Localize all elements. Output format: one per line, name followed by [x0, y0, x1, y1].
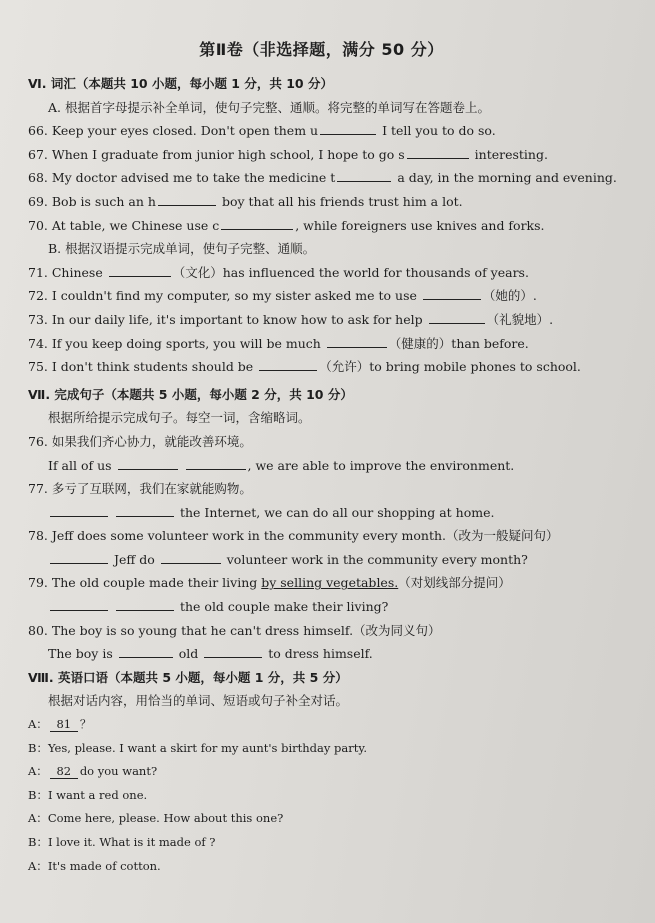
question-75: 75. I don't think students should be （允许）to bring mobile phones to school.: [28, 355, 615, 379]
part-b-instruction: B. 根据汉语提示完成单词，使句子完整、通顺。: [48, 241, 316, 257]
question-69: 69. Bob is such an h boy that all his friends trust him a lot.: [28, 190, 615, 214]
dialog-line-4: B：I want a red one.: [28, 787, 148, 802]
answer-blank-76b[interactable]: [186, 455, 246, 470]
question-73: 73. In our daily life, it's important to know how to ask for help （礼貌地）.: [28, 308, 615, 332]
answer-blank-78b[interactable]: [161, 549, 221, 564]
answer-blank-82[interactable]: 82: [50, 764, 78, 779]
answer-blank-75[interactable]: [259, 356, 317, 371]
answer-blank-81[interactable]: 81: [50, 717, 78, 732]
vocabulary-header: Ⅵ. 词汇（本题共 10 小题，每小题 1 分，共 10 分）: [28, 76, 333, 91]
underlined-phrase: by selling vegetables.: [261, 575, 399, 591]
answer-blank-73[interactable]: [429, 309, 485, 324]
question-76-chinese: 76. 如果我们齐心协力，就能改善环境。: [28, 433, 252, 449]
answer-blank-79b[interactable]: [116, 596, 174, 611]
answer-blank-67[interactable]: [407, 144, 469, 159]
dialog-line-1: A： 81 ？: [28, 717, 92, 732]
dialog-line-7: A：It's made of cotton.: [28, 858, 161, 873]
question-77: the Internet, we can do all our shopping at home.: [28, 501, 615, 525]
question-76: If all of us , we are able to improve the environment.: [28, 454, 615, 478]
question-79-sentence: 79. The old couple made their living by selling vegetables.（对划线部分提问）: [28, 575, 511, 591]
answer-blank-80a[interactable]: [119, 643, 173, 658]
dialog-line-6: B：I love it. What is it made of ?: [28, 835, 216, 849]
section-title: 第Ⅱ卷（非选择题，满分 50 分）: [199, 40, 444, 59]
question-67: 67. When I graduate from junior high school, I hope to go s interesting.: [28, 143, 615, 167]
question-66: 66. Keep your eyes closed. Don't open them u I tell you to do so.: [28, 119, 615, 143]
answer-blank-72[interactable]: [423, 285, 481, 300]
question-78: Jeff do volunteer work in the community every month?: [28, 548, 615, 572]
dialog-line-3: A： 82 do you want?: [28, 764, 158, 779]
oral-english-header: Ⅷ. 英语口语（本题共 5 小题，每小题 1 分，共 5 分）: [28, 669, 348, 685]
question-80: The boy is old to dress himself.: [28, 642, 615, 666]
question-77-chinese: 77. 多亏了互联网，我们在家就能购物。: [28, 481, 252, 497]
answer-blank-77b[interactable]: [116, 502, 174, 517]
question-72: 72. I couldn't find my computer, so my sister asked me to use （她的）.: [28, 284, 615, 308]
dialog-line-5: A：Come here, please. How about this one?: [28, 811, 284, 826]
question-80-sentence: 80. The boy is so young that he can't dress himself.（改为同义句）: [28, 622, 441, 638]
question-68: 68. My doctor advised me to take the medicine t a day, in the morning and evening.: [28, 166, 615, 190]
question-74: 74. If you keep doing sports, you will be much （健康的）than before.: [28, 332, 615, 356]
answer-blank-71[interactable]: [109, 262, 171, 277]
answer-blank-78a[interactable]: [50, 549, 108, 564]
answer-blank-69[interactable]: [158, 191, 216, 206]
part-a-instruction: A. 根据首字母提示补全单词，使句子完整、通顺。将完整的单词写在答题卷上。: [48, 99, 490, 115]
answer-blank-77a[interactable]: [50, 502, 108, 517]
dialog-line-2: B：Yes, please. I want a skirt for my aunt's birthday party.: [28, 740, 367, 755]
answer-blank-74[interactable]: [327, 333, 387, 348]
question-70: 70. At table, we Chinese use c , while foreigners use knives and forks.: [28, 214, 615, 238]
answer-blank-76a[interactable]: [118, 455, 178, 470]
answer-blank-70[interactable]: [221, 215, 293, 230]
question-71: 71. Chinese （文化）has influenced the world for thousands of years.: [28, 261, 615, 285]
sentence-completion-header: Ⅶ. 完成句子（本题共 5 小题，每小题 2 分，共 10 分）: [28, 386, 353, 402]
answer-blank-80b[interactable]: [204, 643, 262, 658]
sentence-completion-instruction: 根据所给提示完成句子。每空一词，含缩略词。: [48, 410, 311, 426]
answer-blank-79a[interactable]: [50, 596, 108, 611]
question-78-sentence: 78. Jeff does some volunteer work in the community every month.（改为一般疑问句）: [28, 528, 559, 544]
answer-blank-68[interactable]: [337, 167, 391, 182]
question-79: the old couple make their living?: [28, 595, 615, 619]
answer-blank-66[interactable]: [320, 120, 376, 135]
oral-english-instruction: 根据对话内容，用恰当的单词、短语或句子补全对话。: [48, 693, 349, 709]
